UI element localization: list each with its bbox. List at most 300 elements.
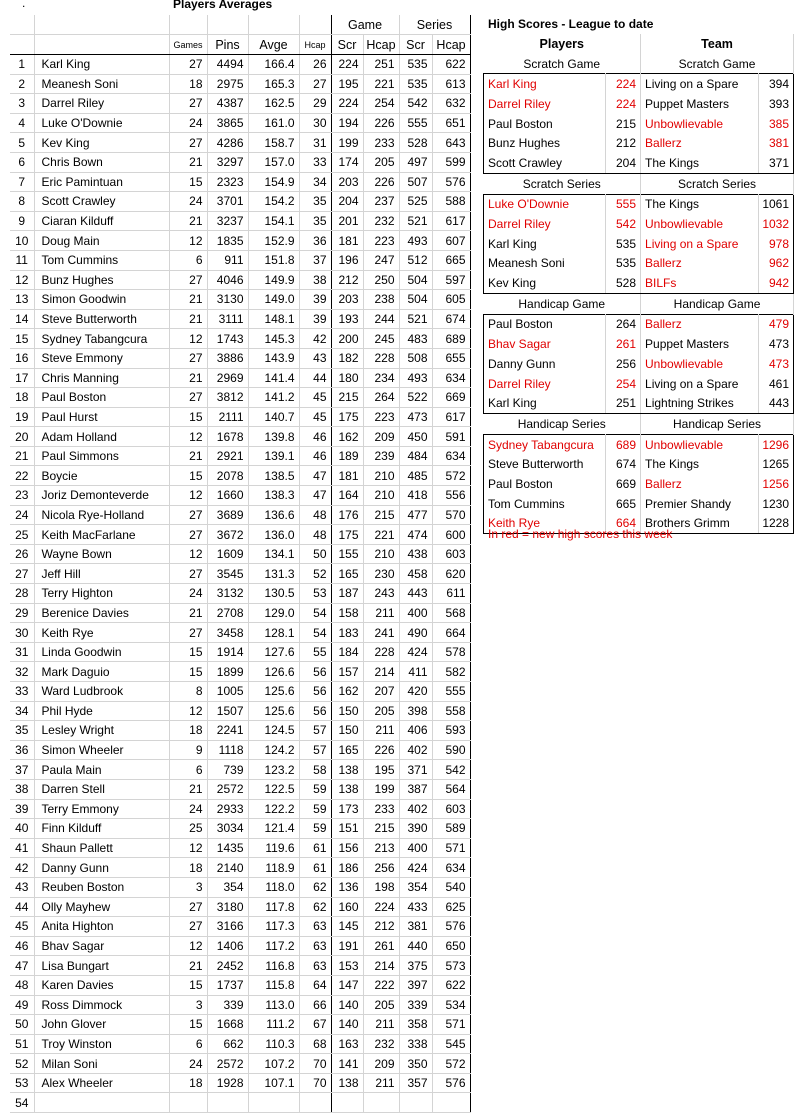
series-hcap-cell: 603 (432, 544, 470, 564)
game-hcap-cell: 222 (363, 975, 399, 995)
games-cell: 27 (169, 133, 207, 153)
hcap-cell: 47 (299, 486, 331, 506)
pins-cell: 3297 (207, 152, 248, 172)
section-header-row (484, 414, 794, 435)
red-note: In red = new high scores this week (488, 527, 673, 541)
section-header-row (484, 293, 794, 314)
game-scr-cell: 156 (331, 838, 363, 858)
avge-cell: 118.9 (248, 858, 299, 878)
game-scr-cell: 155 (331, 544, 363, 564)
games-cell: 12 (169, 701, 207, 721)
series-scr-cell: 477 (399, 505, 432, 525)
player-name-cell: Anita Highton (34, 917, 169, 937)
avge-cell: 107.2 (248, 1054, 299, 1074)
hcap-cell: 63 (299, 956, 331, 976)
games-cell: 24 (169, 113, 207, 133)
pins-cell: 911 (207, 250, 248, 270)
pins-cell: 2323 (207, 172, 248, 192)
rank-cell: 28 (10, 584, 34, 604)
pins-cell: 2969 (207, 368, 248, 388)
game-scr-cell: 158 (331, 603, 363, 623)
hcap-cell: 35 (299, 192, 331, 212)
games-cell: 21 (169, 309, 207, 329)
rank-cell: 13 (10, 290, 34, 310)
game-hcap-cell: 244 (363, 309, 399, 329)
series-hcap-cell: 578 (432, 642, 470, 662)
player-name-cell: Milan Soni (34, 1054, 169, 1074)
series-hcap-cell: 597 (432, 270, 470, 290)
pins-cell: 354 (207, 877, 248, 897)
hcap-cell: 53 (299, 584, 331, 604)
series-scr-cell: 504 (399, 270, 432, 290)
team-name-cell: The Kings (641, 153, 759, 173)
hcap-cell: 62 (299, 877, 331, 897)
series-scr-cell: 411 (399, 662, 432, 682)
pins-cell: 3672 (207, 525, 248, 545)
player-score-cell: 542 (606, 214, 641, 234)
team-section-label: Scratch Series (641, 173, 794, 194)
table-row (10, 975, 470, 995)
rank-cell: 40 (10, 819, 34, 839)
avge-cell: 154.9 (248, 172, 299, 192)
pins-cell: 2933 (207, 799, 248, 819)
player-score-cell: 689 (606, 434, 641, 454)
hcap-cell: 39 (299, 309, 331, 329)
rank-cell: 26 (10, 544, 34, 564)
player-name-cell: Terry Emmony (34, 799, 169, 819)
game-scr-cell: 187 (331, 584, 363, 604)
games-cell: 27 (169, 505, 207, 525)
team-header: Team (641, 34, 794, 54)
avge-cell: 145.3 (248, 329, 299, 349)
series-scr-cell: 521 (399, 309, 432, 329)
team-score-cell: 394 (759, 74, 794, 94)
game-scr-cell: 183 (331, 623, 363, 643)
averages-title: Players Averages (173, 0, 273, 11)
table-row (10, 740, 470, 760)
player-score-cell: 674 (606, 454, 641, 474)
table-row (10, 1054, 470, 1074)
series-hcap-cell: 651 (432, 113, 470, 133)
rank-cell: 46 (10, 936, 34, 956)
game-scr-cell: 186 (331, 858, 363, 878)
hcap-cell: 68 (299, 1034, 331, 1054)
games-cell: 27 (169, 897, 207, 917)
game-scr-cell: 196 (331, 250, 363, 270)
table-row (10, 623, 470, 643)
table-row (10, 368, 470, 388)
player-score-cell: 528 (606, 273, 641, 293)
games-cell: 21 (169, 368, 207, 388)
series-group-header: Series (399, 15, 470, 35)
team-name-cell: The Kings (641, 194, 759, 214)
pins-cell: 2975 (207, 74, 248, 94)
series-hcap-cell: 669 (432, 388, 470, 408)
avge-cell: 162.5 (248, 94, 299, 114)
player-name-cell: Doug Main (34, 231, 169, 251)
rank-cell: 10 (10, 231, 34, 251)
table-row (10, 407, 470, 427)
rank-cell: 44 (10, 897, 34, 917)
player-name-cell: Paul Boston (484, 114, 606, 134)
game-hcap-cell: 238 (363, 290, 399, 310)
table-row (10, 348, 470, 368)
players-section-label: Handicap Series (484, 414, 641, 435)
hcap-cell: 42 (299, 329, 331, 349)
table-row (10, 544, 470, 564)
series-scr-cell: 555 (399, 113, 432, 133)
games-cell: 21 (169, 956, 207, 976)
player-name-cell: Terry Highton (34, 584, 169, 604)
table-row (10, 799, 470, 819)
avge-cell: 123.2 (248, 760, 299, 780)
pins-cell: 3886 (207, 348, 248, 368)
game-hcap-cell: 221 (363, 525, 399, 545)
player-name-cell: Chris Bown (34, 152, 169, 172)
team-name-cell: Unbowlievable (641, 114, 759, 134)
hcap-header: Hcap (299, 35, 331, 55)
column-header-row (10, 35, 470, 55)
game-scr-cell: 162 (331, 427, 363, 447)
series-scr-cell: 424 (399, 858, 432, 878)
games-cell: 12 (169, 231, 207, 251)
rank-cell: 30 (10, 623, 34, 643)
high-score-row (484, 153, 794, 173)
series-hcap-cell: 634 (432, 446, 470, 466)
hcap-cell: 61 (299, 858, 331, 878)
series-scr-cell: 402 (399, 799, 432, 819)
series-scr-cell: 424 (399, 642, 432, 662)
player-score-cell: 535 (606, 254, 641, 274)
team-score-cell: 1230 (759, 494, 794, 514)
games-cell: 27 (169, 388, 207, 408)
table-row (10, 1015, 470, 1035)
rank-cell: 32 (10, 662, 34, 682)
game-hcap-cell: 211 (363, 603, 399, 623)
games-cell: 12 (169, 838, 207, 858)
player-name-cell: Joriz Demonteverde (34, 486, 169, 506)
game-scr-cell: 212 (331, 270, 363, 290)
series-hcap-cell: 556 (432, 486, 470, 506)
series-scr-cell: 354 (399, 877, 432, 897)
player-name-cell: Shaun Pallett (34, 838, 169, 858)
avge-cell: 115.8 (248, 975, 299, 995)
game-scr-cell: 195 (331, 74, 363, 94)
series-hcap-cell: 650 (432, 936, 470, 956)
table-row (10, 309, 470, 329)
player-name-cell: Bunz Hughes (484, 133, 606, 153)
series-scr-cell: 528 (399, 133, 432, 153)
player-score-cell: 256 (606, 354, 641, 374)
series-scr-cell: 542 (399, 94, 432, 114)
avge-cell: 119.6 (248, 838, 299, 858)
table-row (10, 74, 470, 94)
hcap-cell: 57 (299, 740, 331, 760)
game-scr-cell: 151 (331, 819, 363, 839)
player-name-cell: Kev King (484, 273, 606, 293)
table-row (10, 603, 470, 623)
game-scr-cell: 181 (331, 231, 363, 251)
game-hcap-cell: 205 (363, 152, 399, 172)
game-scr-cell: 175 (331, 407, 363, 427)
team-name-cell: Unbowlievable (641, 354, 759, 374)
game-hcap-cell: 209 (363, 427, 399, 447)
table-row (10, 1073, 470, 1093)
team-name-cell: Ballerz (641, 314, 759, 334)
high-score-row (484, 494, 794, 514)
avge-cell (248, 1093, 299, 1113)
avge-cell: 125.6 (248, 701, 299, 721)
game-hcap-cell: 215 (363, 505, 399, 525)
table-row (10, 819, 470, 839)
rank-cell: 20 (10, 427, 34, 447)
series-scr-cell: 350 (399, 1054, 432, 1074)
player-name-cell: Karen Davies (34, 975, 169, 995)
player-name-cell: Tom Cummins (484, 494, 606, 514)
player-name-cell: Scott Crawley (484, 153, 606, 173)
hcap-cell: 29 (299, 94, 331, 114)
table-row (10, 329, 470, 349)
hcap-cell: 56 (299, 662, 331, 682)
games-cell: 9 (169, 740, 207, 760)
player-name-cell: Keith Rye (34, 623, 169, 643)
games-cell: 12 (169, 544, 207, 564)
rank-cell: 7 (10, 172, 34, 192)
player-name-cell: Karl King (484, 393, 606, 413)
rank-cell: 49 (10, 995, 34, 1015)
game-hcap-cell: 211 (363, 1073, 399, 1093)
game-hcap-cell: 210 (363, 486, 399, 506)
series-scr-cell: 358 (399, 1015, 432, 1035)
player-name-cell: Meanesh Soni (34, 74, 169, 94)
player-name-cell: Reuben Boston (34, 877, 169, 897)
series-scr-header: Scr (399, 35, 432, 55)
table-row (10, 877, 470, 897)
team-score-cell: 1265 (759, 454, 794, 474)
game-hcap-cell: 245 (363, 329, 399, 349)
team-name-cell: Lightning Strikes (641, 393, 759, 413)
game-hcap-cell: 228 (363, 642, 399, 662)
team-score-cell: 962 (759, 254, 794, 274)
series-hcap-cell: 689 (432, 329, 470, 349)
player-name-cell: Alex Wheeler (34, 1073, 169, 1093)
team-name-cell: Puppet Masters (641, 94, 759, 114)
game-hcap-cell: 232 (363, 1034, 399, 1054)
player-name-cell: Karl King (484, 234, 606, 254)
team-score-cell: 1296 (759, 434, 794, 454)
table-row (10, 779, 470, 799)
series-scr-cell: 508 (399, 348, 432, 368)
high-score-row (484, 393, 794, 413)
player-averages-table (10, 15, 471, 1113)
series-scr-cell: 525 (399, 192, 432, 212)
game-hcap-cell: 223 (363, 407, 399, 427)
game-hcap-cell: 207 (363, 682, 399, 702)
rank-cell: 9 (10, 211, 34, 231)
series-hcap-cell: 593 (432, 721, 470, 741)
game-hcap-cell: 205 (363, 701, 399, 721)
player-name-cell: Boycie (34, 466, 169, 486)
series-hcap-cell: 605 (432, 290, 470, 310)
high-score-row (484, 474, 794, 494)
player-name-cell: Chris Manning (34, 368, 169, 388)
hcap-cell: 46 (299, 427, 331, 447)
team-score-cell: 371 (759, 153, 794, 173)
series-hcap-cell: 542 (432, 760, 470, 780)
player-name-cell: Steve Butterworth (484, 454, 606, 474)
game-hcap-cell: 264 (363, 388, 399, 408)
avge-cell: 166.4 (248, 55, 299, 75)
series-scr-cell: 402 (399, 740, 432, 760)
game-scr-cell: 224 (331, 94, 363, 114)
table-row (10, 662, 470, 682)
game-scr-header: Scr (331, 35, 363, 55)
player-name-cell: Scott Crawley (34, 192, 169, 212)
hcap-cell: 59 (299, 779, 331, 799)
team-score-cell: 1032 (759, 214, 794, 234)
avge-header: Avge (248, 35, 299, 55)
player-name-cell: Meanesh Soni (484, 254, 606, 274)
player-name-cell: Danny Gunn (484, 354, 606, 374)
team-score-cell: 978 (759, 234, 794, 254)
pins-cell: 3166 (207, 917, 248, 937)
game-scr-cell: 138 (331, 779, 363, 799)
game-scr-cell: 215 (331, 388, 363, 408)
hcap-cell: 47 (299, 466, 331, 486)
avge-cell: 161.0 (248, 113, 299, 133)
pins-cell: 3689 (207, 505, 248, 525)
series-scr-cell: 493 (399, 368, 432, 388)
pins-cell: 1005 (207, 682, 248, 702)
rank-cell: 18 (10, 388, 34, 408)
game-hcap-cell: 241 (363, 623, 399, 643)
series-hcap-cell: 617 (432, 407, 470, 427)
game-scr-cell: 203 (331, 172, 363, 192)
rank-cell: 22 (10, 466, 34, 486)
series-scr-cell: 535 (399, 55, 432, 75)
series-hcap-cell: 632 (432, 94, 470, 114)
series-hcap-cell: 576 (432, 1073, 470, 1093)
pins-cell: 1609 (207, 544, 248, 564)
hcap-cell: 31 (299, 133, 331, 153)
high-scores-header-row (484, 34, 794, 54)
pins-cell: 3545 (207, 564, 248, 584)
table-row (10, 917, 470, 937)
avge-cell: 138.5 (248, 466, 299, 486)
pins-cell: 1406 (207, 936, 248, 956)
hcap-cell: 59 (299, 799, 331, 819)
team-name-cell: The Kings (641, 454, 759, 474)
pins-cell: 339 (207, 995, 248, 1015)
players-section-label: Handicap Game (484, 293, 641, 314)
game-scr-cell (331, 1093, 363, 1113)
avge-cell: 130.5 (248, 584, 299, 604)
team-score-cell: 473 (759, 334, 794, 354)
player-name-cell: Steve Butterworth (34, 309, 169, 329)
pins-cell: 1660 (207, 486, 248, 506)
player-name-cell: Darrel Riley (484, 214, 606, 234)
avge-cell: 134.1 (248, 544, 299, 564)
player-name-cell: Berenice Davies (34, 603, 169, 623)
game-hcap-cell: 226 (363, 740, 399, 760)
games-cell: 18 (169, 858, 207, 878)
avge-cell: 136.0 (248, 525, 299, 545)
game-hcap-cell: 210 (363, 544, 399, 564)
series-scr-cell: 490 (399, 623, 432, 643)
game-scr-cell: 191 (331, 936, 363, 956)
hcap-cell: 44 (299, 368, 331, 388)
series-hcap-cell: 568 (432, 603, 470, 623)
hcap-cell: 55 (299, 642, 331, 662)
rank-cell: 54 (10, 1093, 34, 1113)
hcap-cell: 36 (299, 231, 331, 251)
games-cell: 21 (169, 211, 207, 231)
series-scr-cell: 339 (399, 995, 432, 1015)
game-scr-cell: 140 (331, 995, 363, 1015)
pins-cell: 1928 (207, 1073, 248, 1093)
game-scr-cell: 136 (331, 877, 363, 897)
pins-cell: 2078 (207, 466, 248, 486)
series-hcap-cell: 572 (432, 466, 470, 486)
player-score-cell: 215 (606, 114, 641, 134)
avge-cell: 131.3 (248, 564, 299, 584)
game-hcap-cell: 199 (363, 779, 399, 799)
team-name-cell: Unbowlievable (641, 214, 759, 234)
games-cell: 6 (169, 760, 207, 780)
rank-cell: 42 (10, 858, 34, 878)
game-hcap-cell: 239 (363, 446, 399, 466)
hcap-cell: 27 (299, 74, 331, 94)
rank-cell: 2 (10, 74, 34, 94)
high-score-row (484, 194, 794, 214)
rank-cell: 37 (10, 760, 34, 780)
player-name-cell: Olly Mayhew (34, 897, 169, 917)
player-name-cell: Paul Boston (484, 314, 606, 334)
games-cell: 25 (169, 819, 207, 839)
rank-cell: 11 (10, 250, 34, 270)
table-row (10, 858, 470, 878)
pins-cell: 3812 (207, 388, 248, 408)
player-score-cell: 664 (606, 514, 641, 534)
player-score-cell: 224 (606, 94, 641, 114)
avge-cell: 148.1 (248, 309, 299, 329)
hcap-cell: 56 (299, 701, 331, 721)
game-hcap-cell: 211 (363, 721, 399, 741)
high-scores-title: High Scores - League to date (488, 17, 654, 31)
hcap-cell: 62 (299, 897, 331, 917)
hcap-cell: 56 (299, 682, 331, 702)
series-hcap-cell: 655 (432, 348, 470, 368)
series-scr-cell: 485 (399, 466, 432, 486)
avge-cell: 113.0 (248, 995, 299, 1015)
rank-cell: 17 (10, 368, 34, 388)
table-row (10, 427, 470, 447)
rank-cell: 52 (10, 1054, 34, 1074)
player-name-cell: Adam Holland (34, 427, 169, 447)
team-score-cell: 1061 (759, 194, 794, 214)
hcap-cell (299, 1093, 331, 1113)
pins-cell: 2572 (207, 779, 248, 799)
games-cell: 18 (169, 721, 207, 741)
pins-cell: 1743 (207, 329, 248, 349)
games-cell: 12 (169, 486, 207, 506)
hcap-cell: 38 (299, 270, 331, 290)
rank-cell: 21 (10, 446, 34, 466)
series-hcap-cell: 634 (432, 858, 470, 878)
avge-cell: 138.3 (248, 486, 299, 506)
games-header: Games (169, 35, 207, 55)
games-cell: 27 (169, 525, 207, 545)
